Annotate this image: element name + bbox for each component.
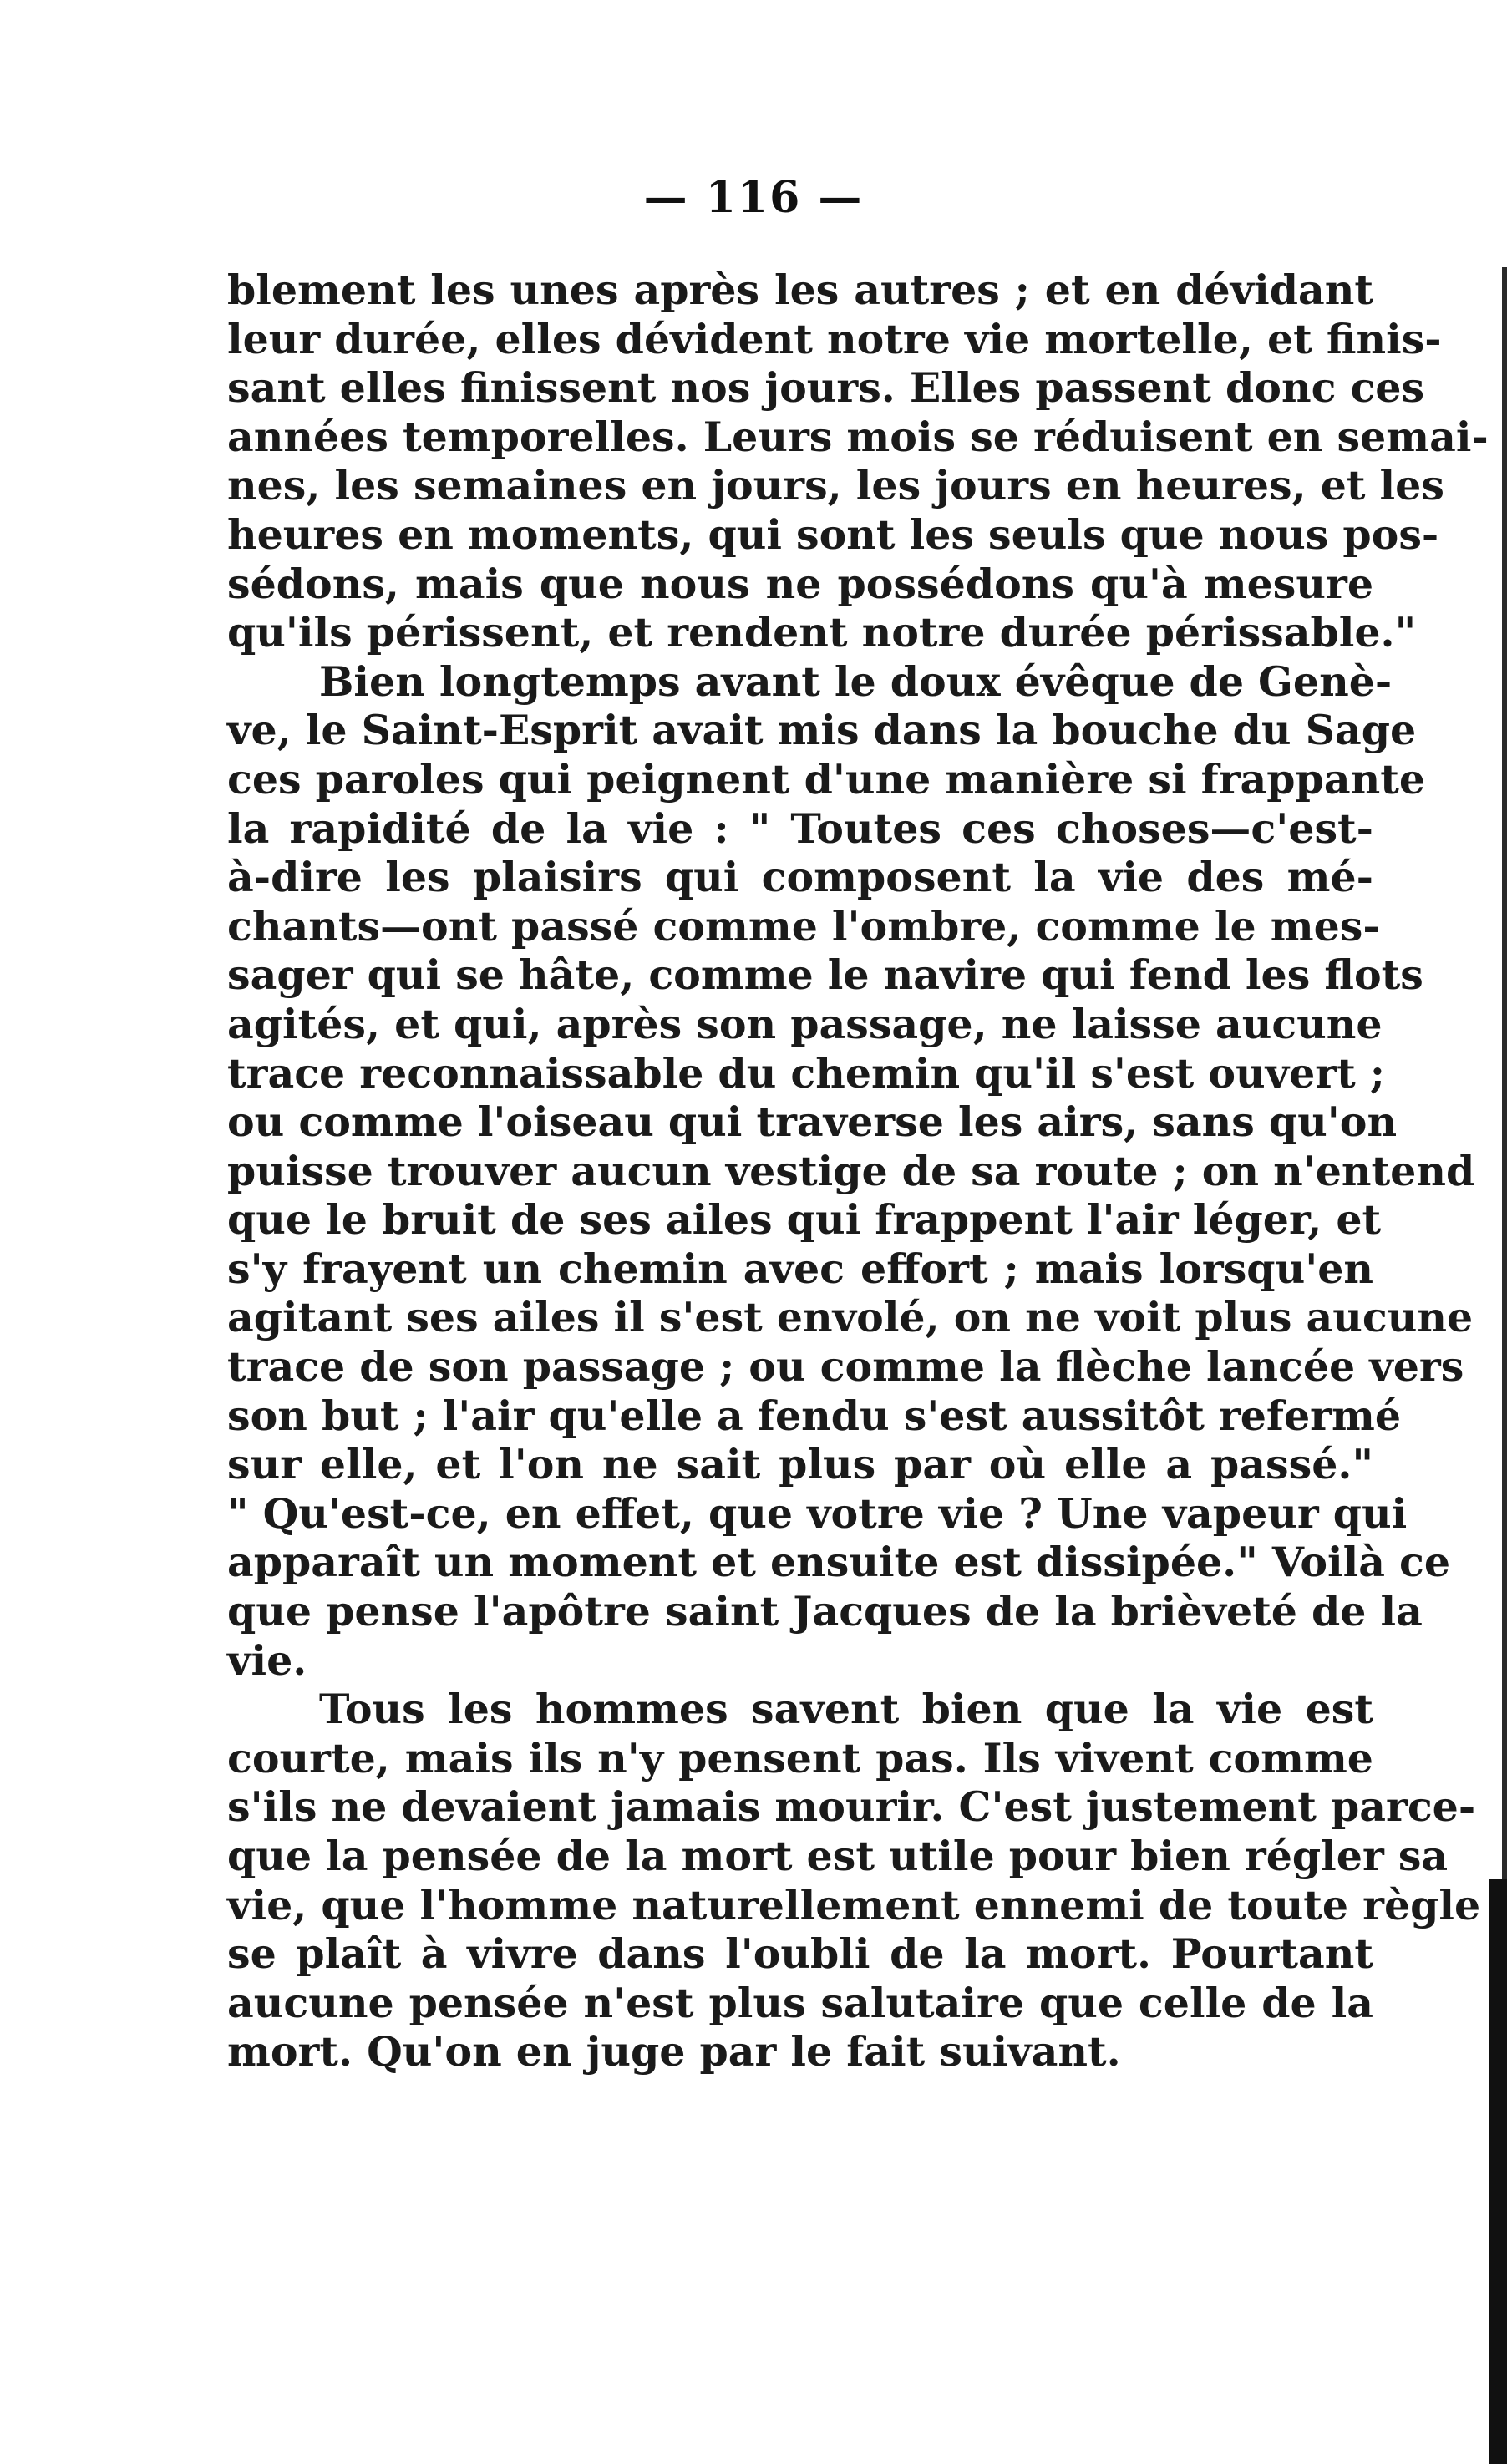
text-line: qu'ils périssent, et rendent notre durée périssable."	[227, 608, 1417, 657]
text-line: ve, le Saint-Esprit avait mis dans la bouche du Sage	[227, 706, 1417, 755]
text-line: chants—ont passé comme l'ombre, comme le mes-	[227, 901, 1380, 951]
text-line: ces paroles qui peignent d'une manière si frappante	[227, 754, 1426, 804]
text-line: vie, que l'homme naturellement ennemi de toute règle	[227, 1880, 1481, 1929]
text-line: ou comme l'oiseau qui traverse les airs, sans qu'on	[227, 1098, 1398, 1147]
text-line: s'ils ne devaient jamais mourir. C'est justement parce-	[227, 1782, 1476, 1832]
text-line: " Qu'est-ce, en effet, que votre vie ? Une vapeur qui	[227, 1488, 1408, 1538]
paragraph-3	[227, 1685, 1481, 2076]
text-line: blement les unes après les autres ; et en dévidant	[227, 266, 1373, 314]
text-line: s'y frayent un chemin avec effort ; mais lorsqu'en	[227, 1244, 1373, 1293]
text-line: vie.	[227, 1635, 307, 1685]
text-line: Bien longtemps avant le doux évêque de Genè-	[319, 657, 1393, 706]
text-line: années temporelles. Leurs mois se réduisent en semai-	[227, 412, 1489, 461]
body-text	[227, 266, 1489, 2076]
text-line: apparaît un moment et ensuite est dissipée." Voilà ce	[227, 1538, 1451, 1587]
text-line: que la pensée de la mort est utile pour bien régler sa	[227, 1832, 1449, 1880]
scan-edge-shadow-bottom	[1489, 1879, 1507, 2464]
text-line: sur elle, et l'on ne sait plus par où elle a passé."	[227, 1440, 1373, 1489]
text-line: la rapidité de la vie : " Toutes ces choses—c'est-	[227, 804, 1373, 853]
text-line: puisse trouver aucun vestige de sa route ; on n'entend	[227, 1146, 1475, 1195]
text-line: à-dire les plaisirs qui composent la vie des mé-	[227, 853, 1373, 902]
text-line: que le bruit de ses ailes qui frappent l'air léger, et	[227, 1195, 1382, 1245]
text-line: trace reconnaissable du chemin qu'il s'est ouvert ;	[227, 1048, 1385, 1098]
paragraph-2	[227, 657, 1475, 1685]
text-line: que pense l'apôtre saint Jacques de la brièveté de la	[227, 1587, 1423, 1636]
text-line: Tous les hommes savent bien que la vie est	[319, 1685, 1373, 1734]
text-line: sédons, mais que nous ne possédons qu'à mesure	[227, 559, 1373, 608]
text-line: sager qui se hâte, comme le navire qui fend les flots	[227, 951, 1423, 1000]
text-line: son but ; l'air qu'elle a fendu s'est aussitôt refermé	[227, 1391, 1401, 1440]
text-line: se plaît à vivre dans l'oubli de la mort. Pourtant	[227, 1929, 1373, 1979]
paragraph-1	[227, 266, 1489, 657]
text-line: agitant ses ailes il s'est envolé, on ne voit plus aucune	[227, 1293, 1474, 1342]
text-line: trace de son passage ; ou comme la flèche lancée vers	[227, 1342, 1464, 1392]
text-line: leur durée, elles dévident notre vie mortelle, et finis-	[227, 314, 1442, 363]
text-line: sant elles finissent nos jours. Elles passent donc ces	[227, 363, 1425, 413]
text-line: aucune pensée n'est plus salutaire que celle de la	[227, 1978, 1373, 2027]
text-line: nes, les semaines en jours, les jours en heures, et les	[227, 461, 1444, 510]
text-line: heures en moments, qui sont les seuls que nous pos-	[227, 510, 1439, 559]
text-line: agités, et qui, après son passage, ne laisse aucune	[227, 999, 1383, 1048]
page-number: — 116 —	[643, 172, 864, 223]
text-line: mort. Qu'on en juge par le fait suivant.	[227, 2027, 1121, 2076]
text-line: courte, mais ils n'y pensent pas. Ils vivent comme	[227, 1733, 1373, 1782]
